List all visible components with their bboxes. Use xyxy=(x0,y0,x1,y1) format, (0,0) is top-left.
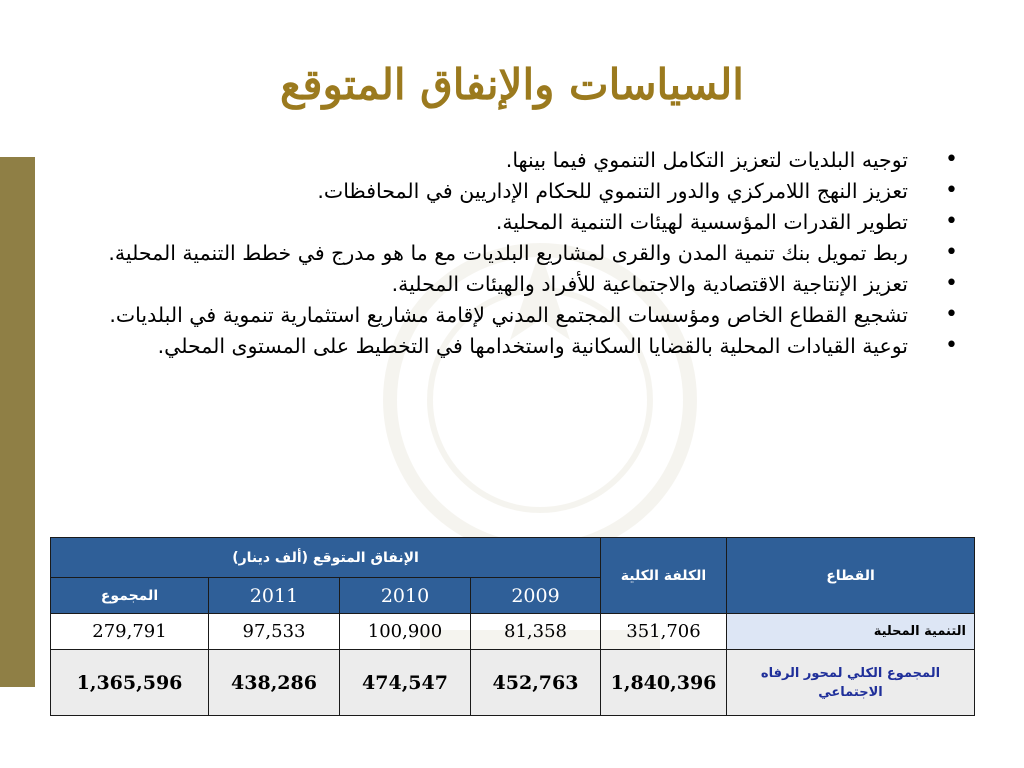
header-total-cost: الكلفة الكلية xyxy=(601,538,727,614)
table-row xyxy=(51,614,975,650)
header-sector: القطاع xyxy=(727,538,975,614)
page-title: السياسات والإنفاق المتوقع xyxy=(280,60,744,109)
bullet-item: • توعية القيادات المحلية بالقضايا السكانية واستخدامها في التخطيط على المستوى المحلي. xyxy=(58,334,908,358)
header-year-2009: 2009 xyxy=(471,578,601,614)
header-year-2011: 2011 xyxy=(209,578,340,614)
row-total-cost: 351,706 xyxy=(601,614,727,650)
bullet-item: • تشجيع القطاع الخاص ومؤسسات المجتمع المدني لإقامة مشاريع استثمارية تنموية في البلديات. xyxy=(58,303,908,327)
row-sector: المجموع الكلي لمحور الرفاه الاجتماعي xyxy=(727,650,975,716)
row-value-2009: 81,358 xyxy=(471,614,601,650)
table-row xyxy=(51,650,975,716)
header-expected-spending: الإنفاق المتوقع (ألف دينار) xyxy=(51,538,601,578)
row-sector: التنمية المحلية xyxy=(727,614,975,650)
header-year-2010: 2010 xyxy=(340,578,471,614)
row-value-2010: 474,547 xyxy=(340,650,471,716)
decorative-side-bar xyxy=(0,157,35,687)
row-total: 279,791 xyxy=(51,614,209,650)
bullet-item: • تطوير القدرات المؤسسية لهيئات التنمية المحلية. xyxy=(58,210,908,234)
bullet-item: • ربط تمويل بنك تنمية المدن والقرى لمشاريع البلديات مع ما هو مدرج في خطط التنمية المحلية. xyxy=(58,241,908,265)
row-total-cost: 1,840,396 xyxy=(601,650,727,716)
row-value-2011: 438,286 xyxy=(209,650,340,716)
row-value-2010: 100,900 xyxy=(340,614,471,650)
bullet-item: • توجيه البلديات لتعزيز التكامل التنموي فيما بينها. xyxy=(58,148,908,172)
spending-table xyxy=(50,537,975,716)
policy-bullet-list xyxy=(58,148,930,365)
row-total: 1,365,596 xyxy=(51,650,209,716)
bullet-item: • تعزيز النهج اللامركزي والدور التنموي للحكام الإداريين في المحافظات. xyxy=(58,179,908,203)
row-value-2009: 452,763 xyxy=(471,650,601,716)
row-value-2011: 97,533 xyxy=(209,614,340,650)
bullet-item: • تعزيز الإنتاجية الاقتصادية والاجتماعية للأفراد والهيئات المحلية. xyxy=(58,272,908,296)
header-total: المجموع xyxy=(51,578,209,614)
